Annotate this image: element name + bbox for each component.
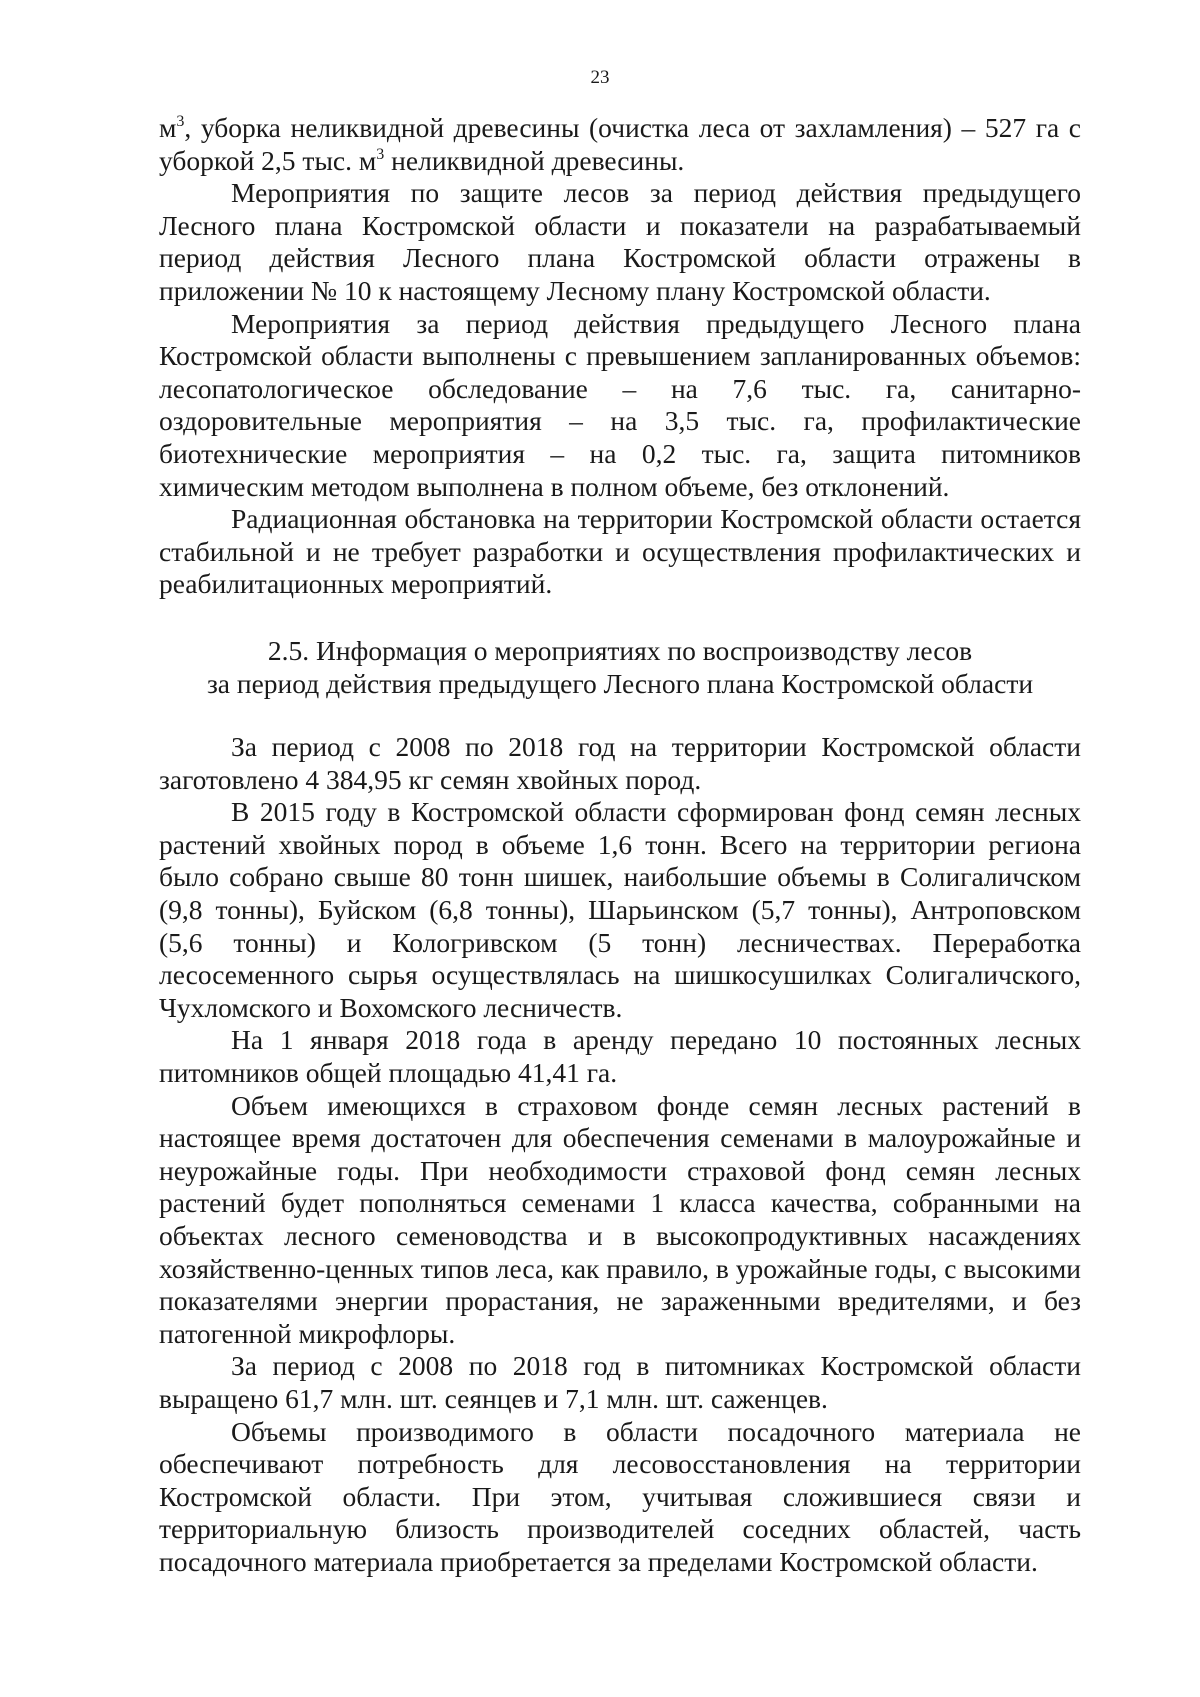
paragraph-text: За период с 2008 по 2018 год на территории Костромской области заготовлено 4 384,95 кг семян хвойных пород. — [159, 731, 1081, 795]
paragraph — [159, 1350, 1081, 1415]
paragraph-text: Мероприятия по защите лесов за период действия предыдущего Лесного плана Костромской области и показатели на разрабатываемый период действия Лесного плана Костромской области отражены в приложении № 10 к настоящему Лесному плану Костромской области. — [159, 177, 1081, 306]
paragraph-text: , уборка неликвидной древесины (очистка леса от захламления) – 527 га с уборкой 2,5 тыс. м — [159, 112, 1081, 176]
paragraphs-top — [159, 112, 1081, 601]
paragraph — [159, 1024, 1081, 1089]
paragraph-text: Объемы производимого в области посадочного материала не обеспечивают потребность для лесовосстановления на территории Костромской области. При этом, учитывая сложившиеся связи и территориальную близость производителей соседних областей, часть посадочного материала приобретается за пределами Костромской области. — [159, 1415, 1081, 1577]
paragraph — [159, 1090, 1081, 1351]
paragraph-text: Объем имеющихся в страховом фонде семян лесных растений в настоящее время достаточен для обеспечения семенами в малоурожайные и неурожайные годы. При необходимости страховой фонд семян лесных растений будет пополняться семенами 1 класса качества, собранными на объектах лесного семеноводства и в высокопродуктивных насаждениях хозяйственно-ценных типов леса, как правило, в урожайные годы, с высокими показателями энергии прорастания, не зараженными вредителями, и без патогенной микрофлоры. — [159, 1089, 1081, 1349]
paragraph-text: На 1 января 2018 года в аренду передано 10 постоянных лесных питомников общей площадью 41,41 га. — [159, 1024, 1081, 1089]
paragraph-text: Мероприятия за период действия предыдущего Лесного плана Костромской области выполнены с превышением запланированных объемов: лесопатологическое обследование – на 7,6 тыс. га, санитарно-оздоровительные мероприятия – на 3,5 тыс. га, профилактические биотехнические мероприятия – на 0,2 тыс. га, защита питомников химическим методом выполнена в полном объеме, без отклонений. — [159, 307, 1081, 502]
section-heading-line-2: за период действия предыдущего Лесного плана Костромской области — [206, 667, 1034, 699]
paragraph-text: За период с 2008 по 2018 год в питомниках Костромской области выращено 61,7 млн. шт. сеянцев и 7,1 млн. шт. саженцев. — [159, 1350, 1081, 1414]
paragraph — [159, 177, 1081, 307]
page-number: 23 — [590, 67, 610, 88]
superscript: 3 — [176, 113, 185, 130]
paragraph — [159, 503, 1081, 601]
paragraphs-bottom — [159, 731, 1081, 1578]
paragraph — [159, 796, 1081, 1024]
paragraph-text: м — [159, 112, 177, 143]
paragraph-text: неликвидной древесины. — [384, 144, 685, 176]
section-heading — [159, 635, 1081, 700]
paragraph — [159, 112, 1081, 177]
section-heading-line-1: 2.5. Информация о мероприятиях по воспроизводству лесов — [267, 634, 973, 666]
paragraph — [159, 308, 1081, 504]
document-body — [159, 112, 1081, 1579]
paragraph-text: Радиационная обстановка на территории Костромской области остается стабильной и не требует разработки и осуществления профилактических и реабилитационных мероприятий. — [159, 503, 1081, 600]
superscript: 3 — [376, 145, 385, 163]
paragraph — [159, 731, 1081, 796]
paragraph-text: В 2015 году в Костромской области сформирован фонд семян лесных растений хвойных пород в объеме 1,6 тонн. Всего на территории региона было собрано свыше 80 тонн шишек, наибольшие объемы в Солигаличском (9,8 тонны), Буйском (6,8 тонны), Шарьинском (5,7 тонны), Антроповском (5,6 тонны) и Кологривском (5 тонн) лесничествах. Переработка лесосеменного сырья осуществлялась на шишкосушилках Солигаличского, Чухломского и Вохомского лесничеств. — [159, 796, 1081, 1023]
paragraph — [159, 1416, 1081, 1579]
